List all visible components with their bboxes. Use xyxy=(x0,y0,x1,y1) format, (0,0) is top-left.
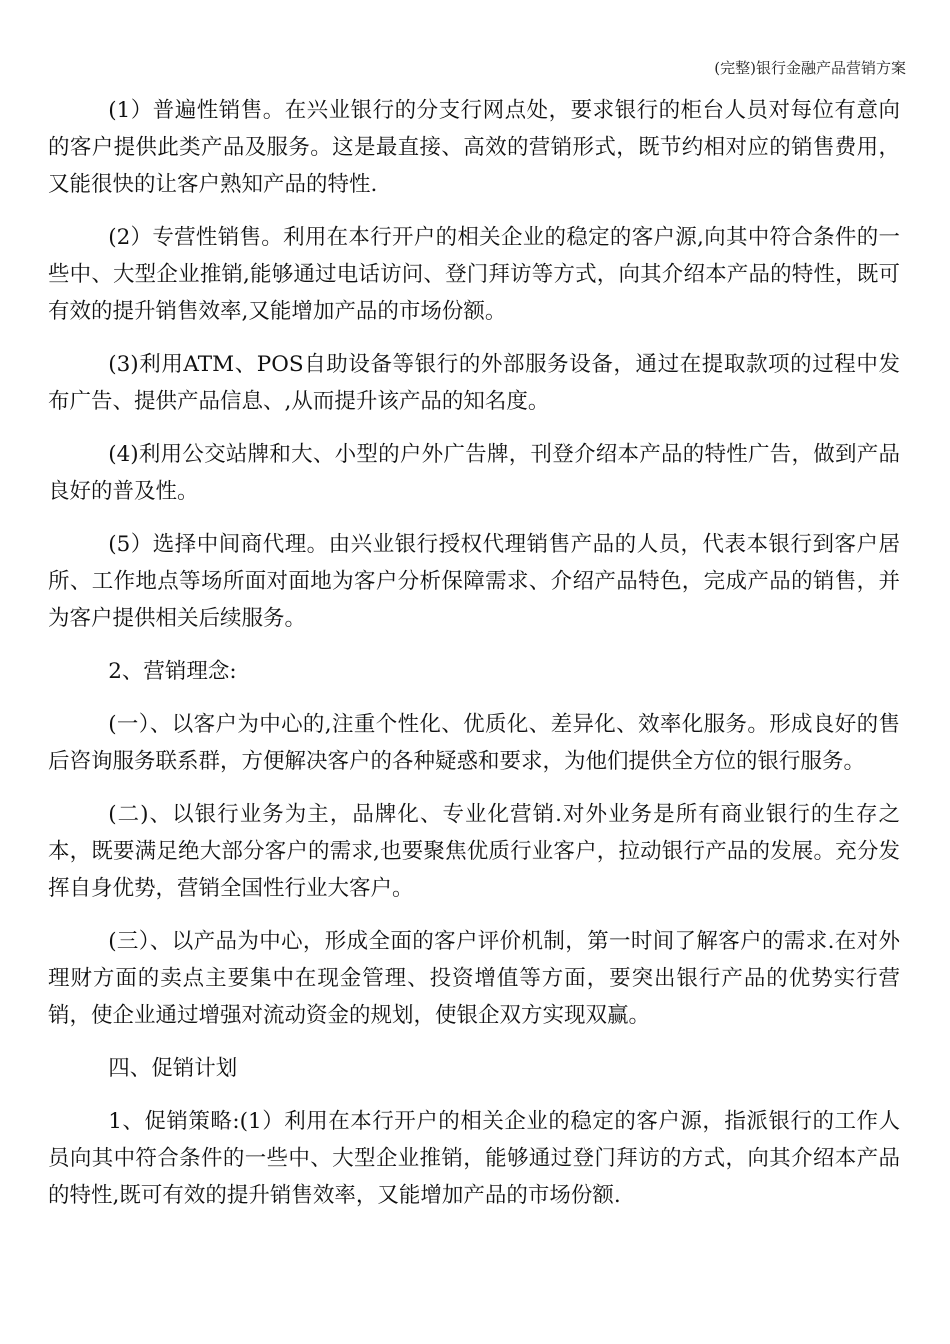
paragraph-atm-pos: (3)利用ATM、POS自助设备等银行的外部服务设备，通过在提取款项的过程中发布广告、提供产品信息、,从而提升该产品的知名度。 xyxy=(48,352,900,414)
paragraph-intermediary-agent: (5）选择中间商代理。由兴业银行授权代理销售产品的人员，代表本银行到客户居所、工作地点等场所面对面地为客户分析保障需求、介绍产品特色，完成产品的销售，并为客户提供相关后续服务。 xyxy=(48,532,900,631)
paragraph-bank-business: (二)、以银行业务为主，品牌化、专业化营销.对外业务是所有商业银行的生存之本，既要满足绝大部分客户的需求,也要聚焦优质行业客户，拉动银行产品的发展。充分发挥自身优势，营销全国性行业大客户。 xyxy=(48,802,900,901)
section-heading-marketing-concept: 2、营销理念: xyxy=(108,659,237,684)
page-header-title: (完整)银行金融产品营销方案 xyxy=(714,59,906,77)
paragraph-outdoor-ads: (4)利用公交站牌和大、小型的户外广告牌，刊登介绍本产品的特性广告，做到产品良好的普及性。 xyxy=(48,442,900,504)
paragraph-product-centered: (三）、以产品为中心，形成全面的客户评价机制，第一时间了解客户的需求.在对外理财方面的卖点主要集中在现金管理、投资增值等方面，要突出银行产品的优势实行营销，使企业通过增强对流动资金的规划，使银企双方实现双赢。 xyxy=(48,929,900,1028)
document-body xyxy=(48,92,900,1230)
paragraph-customer-centered: (一）、以客户为中心的,注重个性化、优质化、差异化、效率化服务。形成良好的售后咨询服务联系群，方便解决客户的各种疑惑和要求，为他们提供全方位的银行服务。 xyxy=(48,712,900,774)
paragraph-general-sales: (1）普遍性销售。在兴业银行的分支行网点处，要求银行的柜台人员对每位有意向的客户提供此类产品及服务。这是最直接、高效的营销形式，既节约相对应的销售费用，又能很快的让客户熟知产品的特性. xyxy=(48,98,900,197)
section-heading-promotion-plan: 四、促销计划 xyxy=(108,1056,238,1081)
paragraph-specialized-sales: (2）专营性销售。利用在本行开户的相关企业的稳定的客户源,向其中符合条件的一些中、大型企业推销,能够通过电话访问、登门拜访等方式，向其介绍本产品的特性，既可有效的提升销售效率,又能增加产品的市场份额。 xyxy=(48,225,900,324)
paragraph-promotion-strategy: 1、促销策略:(1）利用在本行开户的相关企业的稳定的客户源，指派银行的工作人员向其中符合条件的一些中、大型企业推销，能够通过登门拜访的方式，向其介绍本产品的特性,既可有效的提升销售效率，又能增加产品的市场份额. xyxy=(48,1109,900,1208)
